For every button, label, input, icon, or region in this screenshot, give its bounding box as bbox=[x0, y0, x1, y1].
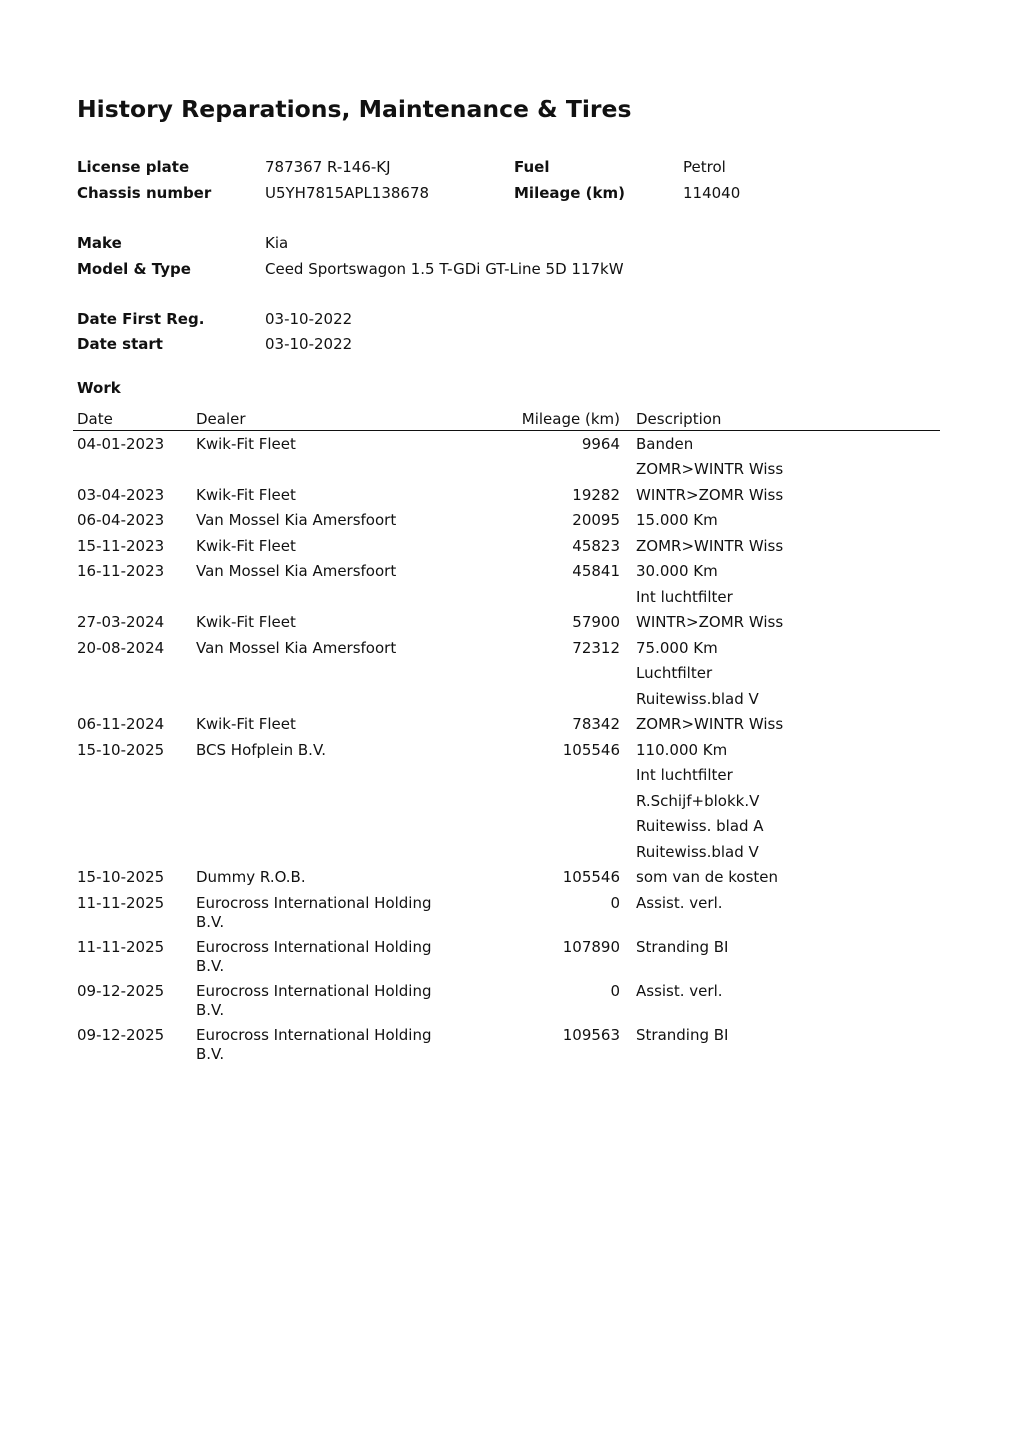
table-row bbox=[73, 891, 940, 935]
cell-mileage: 0 bbox=[610, 981, 620, 1000]
cell-mileage: 57900 bbox=[572, 613, 620, 631]
table-row bbox=[73, 534, 940, 560]
fuel-label: Fuel bbox=[514, 158, 550, 176]
table-row bbox=[73, 457, 940, 483]
cell-dealer: Kwik-Fit Fleet bbox=[196, 613, 296, 631]
header-dealer: Dealer bbox=[196, 410, 246, 428]
table-row bbox=[73, 865, 940, 891]
table-row bbox=[73, 636, 940, 662]
license-plate-label: License plate bbox=[77, 158, 190, 176]
cell-description: Ruitewiss.blad V bbox=[636, 689, 759, 708]
cell-description: Ruitewiss.blad V bbox=[636, 842, 759, 861]
cell-date: 09-12-2025 bbox=[77, 1025, 165, 1044]
cell-dealer: Van Mossel Kia Amersfoort bbox=[196, 562, 397, 580]
table-row bbox=[73, 789, 940, 815]
cell-date: 15-11-2023 bbox=[77, 536, 165, 555]
first-reg-value: 03-10-2022 bbox=[265, 310, 353, 328]
cell-date: 06-04-2023 bbox=[77, 511, 165, 529]
table-row bbox=[73, 508, 940, 534]
cell-description: som van de kosten bbox=[636, 868, 778, 886]
work-table-body bbox=[73, 431, 940, 1067]
cell-dealer: Eurocross International Holding B.V. bbox=[196, 1025, 432, 1063]
cell-mileage: 20095 bbox=[572, 511, 620, 529]
cell-dealer: Eurocross International Holding B.V. bbox=[196, 937, 432, 975]
date-start-value: 03-10-2022 bbox=[265, 335, 353, 353]
mileage-label: Mileage (km) bbox=[514, 184, 625, 202]
work-section-title: Work bbox=[77, 379, 121, 397]
table-row bbox=[73, 610, 940, 636]
table-row bbox=[73, 840, 940, 866]
cell-description: R.Schijf+blokk.V bbox=[636, 791, 760, 810]
make-label: Make bbox=[77, 234, 122, 252]
cell-dealer: Eurocross International Holding B.V. bbox=[196, 893, 432, 931]
cell-date: 04-01-2023 bbox=[77, 434, 165, 453]
cell-description: Assist. verl. bbox=[636, 893, 723, 912]
work-table bbox=[73, 408, 940, 1067]
cell-date: 06-11-2024 bbox=[77, 715, 165, 733]
cell-description: WINTR>ZOMR Wiss bbox=[636, 485, 784, 504]
table-row bbox=[73, 814, 940, 840]
cell-date: 11-11-2025 bbox=[77, 937, 165, 956]
table-row bbox=[73, 432, 940, 458]
model-label: Model & Type bbox=[77, 260, 191, 278]
cell-mileage: 0 bbox=[610, 893, 620, 912]
header-description: Description bbox=[636, 410, 722, 428]
cell-mileage: 9964 bbox=[581, 434, 620, 453]
model-value: Ceed Sportswagon 1.5 T-GDi GT-Line 5D 117kW bbox=[265, 260, 624, 278]
mileage-value: 114040 bbox=[683, 184, 741, 202]
cell-mileage: 105546 bbox=[562, 868, 620, 886]
cell-description: Int luchtfilter bbox=[636, 766, 733, 784]
table-row bbox=[73, 1023, 940, 1067]
cell-description: Ruitewiss. blad A bbox=[636, 817, 764, 835]
table-row bbox=[73, 712, 940, 738]
cell-description: 30.000 Km bbox=[636, 562, 718, 580]
cell-dealer: Kwik-Fit Fleet bbox=[196, 434, 296, 453]
cell-date: 16-11-2023 bbox=[77, 562, 165, 580]
cell-dealer: Kwik-Fit Fleet bbox=[196, 485, 296, 504]
cell-date: 20-08-2024 bbox=[77, 638, 165, 657]
make-value: Kia bbox=[265, 234, 289, 252]
cell-mileage: 45823 bbox=[572, 536, 620, 555]
cell-description: WINTR>ZOMR Wiss bbox=[636, 613, 784, 631]
table-row bbox=[73, 585, 940, 611]
cell-description: 75.000 Km bbox=[636, 638, 718, 657]
table-row bbox=[73, 979, 940, 1023]
cell-dealer: Van Mossel Kia Amersfoort bbox=[196, 638, 397, 657]
cell-description: Stranding BI bbox=[636, 937, 729, 956]
cell-dealer: Eurocross International Holding B.V. bbox=[196, 981, 432, 1019]
cell-mileage: 72312 bbox=[572, 638, 620, 657]
table-row bbox=[73, 559, 940, 585]
cell-dealer: Kwik-Fit Fleet bbox=[196, 715, 296, 733]
header-date: Date bbox=[77, 410, 113, 428]
table-row bbox=[73, 738, 940, 764]
cell-description: Banden bbox=[636, 434, 694, 453]
table-row bbox=[73, 935, 940, 979]
cell-description: 110.000 Km bbox=[636, 740, 728, 759]
cell-date: 11-11-2025 bbox=[77, 893, 165, 912]
cell-mileage: 78342 bbox=[572, 715, 620, 733]
cell-description: ZOMR>WINTR Wiss bbox=[636, 715, 784, 733]
cell-description: ZOMR>WINTR Wiss bbox=[636, 460, 784, 478]
cell-description: 15.000 Km bbox=[636, 511, 718, 529]
cell-mileage: 107890 bbox=[562, 937, 620, 956]
cell-date: 15-10-2025 bbox=[77, 740, 165, 759]
cell-mileage: 109563 bbox=[562, 1025, 620, 1044]
cell-dealer: Van Mossel Kia Amersfoort bbox=[196, 511, 397, 529]
table-row bbox=[73, 763, 940, 789]
table-row bbox=[73, 661, 940, 687]
cell-mileage: 45841 bbox=[572, 562, 620, 580]
header-mileage: Mileage (km) bbox=[521, 410, 620, 428]
date-start-label: Date start bbox=[77, 335, 163, 353]
cell-description: ZOMR>WINTR Wiss bbox=[636, 536, 784, 555]
license-plate-value: 787367 R-146-KJ bbox=[265, 158, 391, 176]
fuel-value: Petrol bbox=[683, 158, 726, 176]
cell-dealer: Kwik-Fit Fleet bbox=[196, 536, 296, 555]
table-row bbox=[73, 483, 940, 509]
cell-mileage: 19282 bbox=[572, 485, 620, 504]
work-table-header bbox=[73, 408, 940, 431]
first-reg-label: Date First Reg. bbox=[77, 310, 205, 328]
cell-date: 27-03-2024 bbox=[77, 613, 165, 631]
cell-date: 03-04-2023 bbox=[77, 485, 165, 504]
cell-description: Assist. verl. bbox=[636, 981, 723, 1000]
cell-date: 15-10-2025 bbox=[77, 868, 165, 886]
cell-description: Stranding BI bbox=[636, 1025, 729, 1044]
cell-dealer: Dummy R.O.B. bbox=[196, 868, 306, 886]
cell-dealer: BCS Hofplein B.V. bbox=[196, 740, 327, 759]
cell-description: Luchtfilter bbox=[636, 664, 713, 682]
cell-description: Int luchtfilter bbox=[636, 587, 733, 606]
cell-mileage: 105546 bbox=[562, 740, 620, 759]
cell-date: 09-12-2025 bbox=[77, 981, 165, 1000]
chassis-value: U5YH7815APL138678 bbox=[265, 184, 430, 202]
page-title: History Reparations, Maintenance & Tires bbox=[77, 95, 632, 123]
table-row bbox=[73, 687, 940, 713]
chassis-label: Chassis number bbox=[77, 184, 212, 202]
